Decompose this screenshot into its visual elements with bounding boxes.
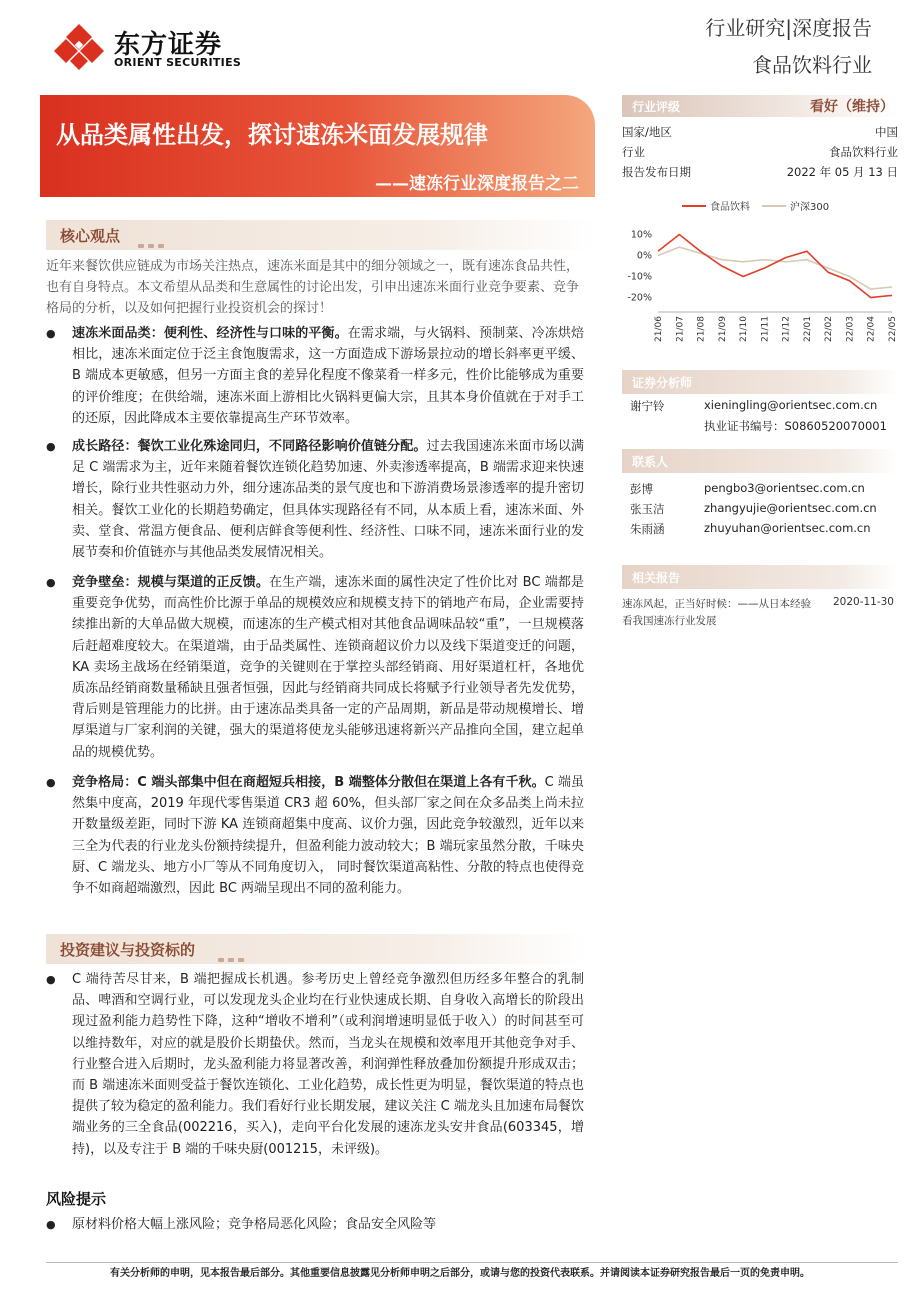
report-industry: 食品饮料行业 [752, 53, 872, 77]
section-title: 相关报告 [632, 571, 681, 585]
series-line [658, 247, 892, 289]
bullet-text: 在生产端，速冻米面的属性决定了性价比对 BC 端都是重要竞争优势，而高性价比源于单品的规模效应和规模支持下的销地产布局，企业需要持续推出新的大单品做大规模，而速冻的生产模式相对其他食品调味品较“重”，一旦规模落后赶超难度较大。在渠道端，由于品类属性、连锁商超议价力以及线下渠道变迁的问题，KA 卖场主战场在经销渠道，竞争的关键则在于掌控头部经销商、用好渠道杠杆，各地优质冻品经销商数量稀缺且强者恒强，因此与经销商共同成长将赋予行业领导者先发优势，背后则是管理能力的比拼。由于速冻品类具备一定的产品周期，新品是带动规模增长、增厚渠道与厂家利润的关键，强大的渠道将使龙头能够迅速将新兴产品推向全国，建立起单品的规模优势。 [72, 575, 584, 760]
section-title: 联系人 [632, 455, 669, 469]
contact-name: 张玉洁 [630, 502, 665, 516]
bullet-text: 过去我国速冻米面市场以满足 C 端需求为主，近年来随着餐饮连锁化趋势加速、外卖渗透率提高，B 端需求迎来快速增长，除行业共性驱动力外，细分速冻品类的景气度也和下游消费场景渗透率的提升密切相关。餐饮工业化的长期趋势确定，但具体实现路径有不同，从本质上看，速冻米面、外卖、堂食、常温方便食品、便利店鲜食等便利性、经济性、口味不同，速冻米面行业的发展节奏和价值链亦与其他品类发展情况相关。 [72, 439, 584, 561]
x-tick-label: 22/03 [845, 316, 856, 342]
related-report[interactable] [622, 596, 898, 611]
info-value: 中国 [875, 125, 898, 139]
core-intro: 近年来餐饮供应链成为市场关注热点，速冻米面是其中的细分领域之一，既有速冻食品共性，也有自身特点。本文希望从品类和生意属性的讨论出发，引申出速冻米面行业竞争要素、竞争格局的分析，以及如何把握行业投资机会的探讨！ [46, 259, 580, 316]
info-value: 2022 年 05 月 13 日 [786, 165, 898, 179]
analyst-name: 谢宁铃 [630, 399, 665, 413]
bullet-item [46, 323, 584, 429]
x-tick-label: 22/02 [824, 316, 835, 342]
bullet-icon: ● [46, 1218, 56, 1231]
y-tick-label: 10% [630, 229, 652, 241]
footer-divider [46, 1262, 898, 1263]
report-type: 行业研究|深度报告 [705, 16, 872, 40]
bullet-text: 在需求端，与火锅料、预制菜、冷冻烘焙相比，速冻米面定位于泛主食饱腹需求，这一方面造成下游场景拉动的增长斜率更平缓、B 端成本更敏感，但另一方面主食的差异化程度不像菜肴一样多元，性价比能够成为重要的评价维度；在供给端，速冻米面上游相比火锅料更偏大宗，且其本身价值就在于对手工的还原，因此降成本主要依靠提高生产环节效率。 [72, 326, 584, 426]
bullet-item [46, 1214, 584, 1235]
analyst-email[interactable]: xieningling@orientsec.com.cn [704, 398, 878, 412]
bullet-item [46, 572, 584, 763]
x-tick-label: 21/12 [781, 316, 792, 342]
contact-email[interactable]: pengbo3@orientsec.com.cn [704, 481, 865, 495]
info-key: 报告发布日期 [622, 165, 691, 179]
report-header-right [705, 12, 872, 78]
invest-text: C 端待苦尽甘来，B 端把握成长机遇。参考历史上曾经竞争激烈但历经多年整合的乳制品、啤酒和空调行业，可以发现龙头企业均在行业快速成长期、自身收入高增长的阶段出现过盈利能力趋势性下降，这种“增收不增利”（或利润增速明显低于收入）的时间甚至可以维持数年，对应的就是股价长期蛰伏。然而，当龙头在规模和效率甩开其他竞争对手、行业整合进入后期时，龙头盈利能力将显著改善，利润弹性释放叠加份额提升形成双击；而 B 端速冻米面则受益于餐饮连锁化、工业化趋势，成长性更为明显，餐饮渠道的特点也提供了较为稳定的盈利能力。我们看好行业长期发展，建议关注 C 端龙头且加速布局餐饮端业务的三全食品(002216，买入)，走向平台化发展的速冻龙头安井食品(603345，增持)，以及专注于 B 端的千味央厨(001215，未评级)。 [72, 972, 584, 1157]
bullet-lead: 竞争格局：C 端头部集中但在商超短兵相接，B 端整体分散但在渠道上各有千秋。 [72, 775, 545, 790]
x-tick-label: 22/05 [888, 316, 898, 342]
decor-dots [138, 233, 168, 239]
x-tick-label: 21/10 [739, 316, 750, 342]
logo-text-en: ORIENT SECURITIES [114, 56, 242, 69]
x-tick-label: 21/07 [675, 316, 686, 342]
rating-label: 行业评级 [632, 100, 681, 114]
y-tick-label: -20% [627, 292, 652, 304]
section-head-core [46, 220, 595, 250]
x-tick-label: 21/06 [654, 316, 664, 342]
legend-label: 食品饮料 [710, 202, 750, 213]
series-line [658, 235, 892, 298]
section-title: 证券分析师 [632, 376, 693, 390]
bullet-lead: 成长路径：餐饮工业化殊途同归，不同路径影响价值链分配。 [72, 439, 427, 454]
section-head-contact [622, 449, 898, 473]
bullet-icon: ● [46, 973, 56, 986]
bullet-icon: ● [46, 327, 56, 340]
bullet-item [46, 772, 584, 899]
logo-text-cn: 东方证券 [114, 30, 223, 60]
analyst-cert: 执业证书编号：S0860520070001 [704, 419, 887, 433]
title-banner [40, 95, 595, 197]
x-tick-label: 21/11 [760, 316, 771, 342]
bullet-lead: 竞争壁垒：规模与渠道的正反馈。 [72, 575, 269, 590]
section-title: 投资建议与投资标的 [60, 941, 196, 959]
contact-email[interactable]: zhangyujie@orientsec.com.cn [704, 501, 877, 515]
x-tick-label: 21/08 [696, 316, 707, 342]
bullet-icon: ● [46, 776, 56, 789]
risk-text: 原材料价格大幅上涨风险；竞争格局恶化风险；食品安全风险等 [72, 1217, 437, 1232]
x-tick-label: 22/01 [802, 316, 813, 342]
info-value: 食品饮料行业 [829, 145, 898, 159]
decor-dots [218, 947, 248, 953]
report-subtitle: ——速冻行业深度报告之二 [375, 174, 579, 194]
bullet-item [46, 969, 584, 1160]
info-key: 行业 [622, 145, 645, 159]
rating-value: 看好（维持） [810, 99, 894, 115]
bullet-icon: ● [46, 440, 56, 453]
x-tick-label: 21/09 [717, 316, 728, 342]
stock-performance-chart [622, 196, 898, 356]
section-head-related [622, 565, 898, 589]
bullet-item [46, 436, 584, 563]
rating-bar [622, 95, 898, 117]
report-title: 从品类属性出发，探讨速冻米面发展规律 [56, 121, 488, 149]
footer-disclaimer: 有关分析师的申明，见本报告最后部分。其他重要信息披露见分析师申明之后部分，或请与您的投资代表联系。并请阅读本证券研究报告最后一页的免责申明。 [110, 1268, 810, 1279]
info-key: 国家/地区 [622, 125, 672, 139]
bullet-text: C 端虽然集中度高，2019 年现代零售渠道 CR3 超 60%，但头部厂家之间在众多品类上尚未拉开数量级差距，同时下游 KA 连锁商超集中度高、议价力强，因此竞争较激烈，近年以来三全为代表的行业龙头份额持续提升，但盈利能力波动较大；B 端玩家虽然分散，千味央厨、C 端龙头、地方小厂等从不同角度切入， 同时餐饮渠道高粘性、分散的特点也使得竞争不如商超端激烈，因此 BC 两端呈现出不同的盈利能力。 [72, 775, 584, 897]
company-logo [54, 22, 254, 72]
related-title: 速冻风起，正当好时候：——从日本经验 [622, 598, 811, 610]
bullet-lead: 速冻米面品类：便利性、经济性与口味的平衡。 [72, 326, 348, 341]
y-tick-label: -10% [627, 271, 652, 283]
related-date: 2020-11-30 [832, 596, 894, 608]
orient-logo-icon [54, 22, 104, 72]
section-head-invest [46, 934, 586, 964]
section-title: 核心观点 [60, 227, 121, 245]
contact-email[interactable]: zhuyuhan@orientsec.com.cn [704, 521, 871, 535]
x-tick-label: 22/04 [866, 316, 877, 342]
related-title-line2: 看我国速冻行业发展 [622, 615, 717, 627]
contact-name: 朱雨涵 [630, 522, 665, 536]
bullet-icon: ● [46, 576, 56, 589]
risk-heading: 风险提示 [46, 1190, 107, 1208]
section-head-analyst [622, 370, 898, 394]
y-tick-label: 0% [636, 250, 652, 262]
contact-name: 彭博 [630, 482, 653, 496]
legend-label: 沪深300 [790, 202, 830, 213]
